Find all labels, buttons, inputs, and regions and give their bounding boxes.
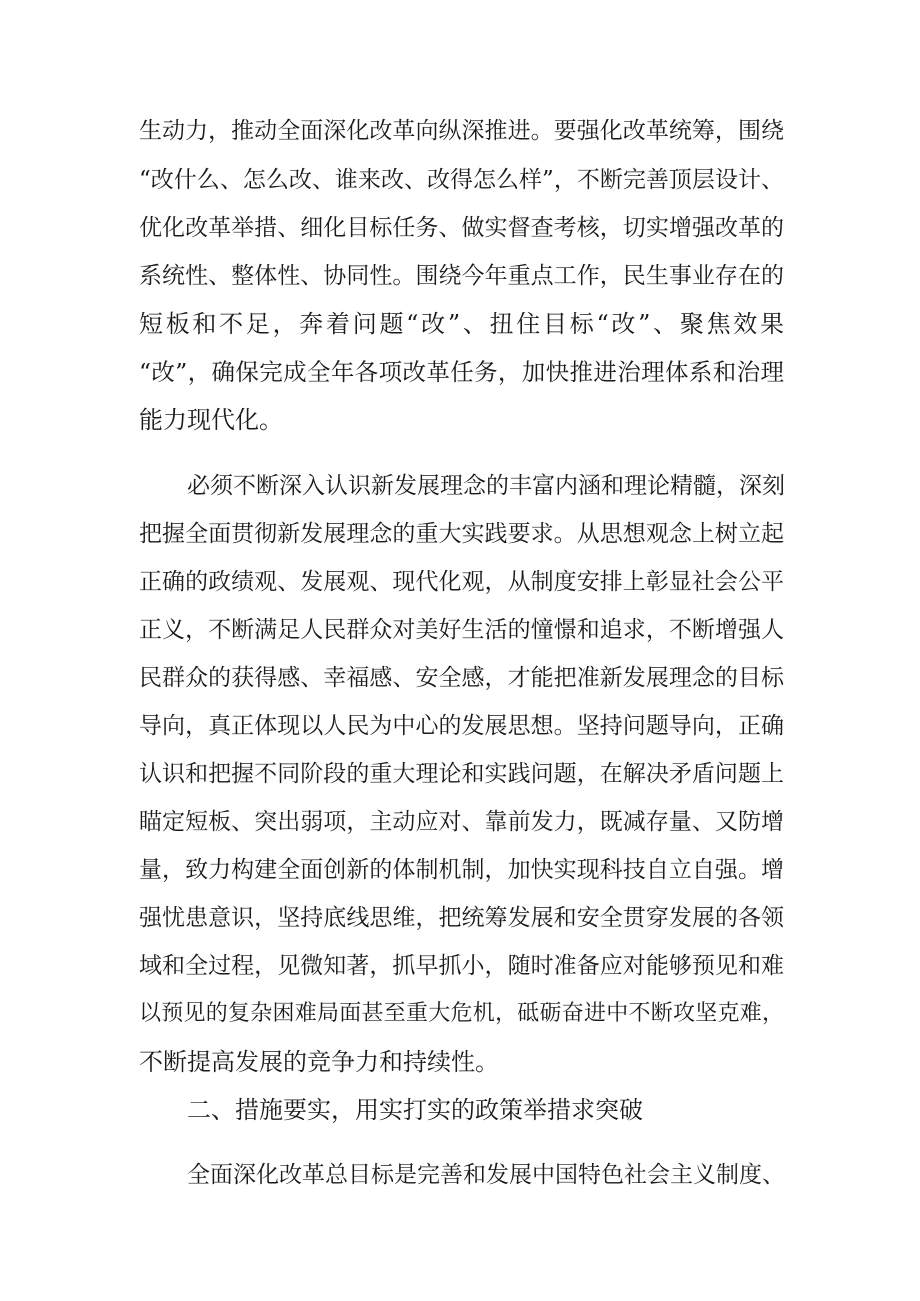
text-line: 域和全过程，见微知著，抓早抓小，随时准备应对能够预见和难 <box>139 953 784 979</box>
text-line: 不断提高发展的竞争力和持续性。 <box>139 1048 499 1076</box>
text-line: 必须不断深入认识新发展理念的丰富内涵和理论精髓，深刻 <box>187 473 785 499</box>
text-line: 全面深化改革总目标是完善和发展中国特色社会主义制度、 <box>187 1162 785 1188</box>
text-line: 强忧患意识，坚持底线思维，把统筹发展和安全贯穿发展的各领 <box>139 905 784 931</box>
text-line: “改什么、怎么改、谁来改、改得怎么样”，不断完善顶层设计、 <box>139 167 784 193</box>
text-line: 生动力，推动全面深化改革向纵深推进。要强化改革统筹，围绕 <box>139 118 784 144</box>
text-line: 导向，真正体现以人民为中心的发展思想。坚持问题导向，正确 <box>139 713 784 739</box>
text-line: 瞄定短板、突出弱项，主动应对、靠前发力，既减存量、又防增 <box>139 809 784 835</box>
text-line: 优化改革举措、细化目标任务、做实督查考核，切实增强改革的 <box>139 215 784 241</box>
text-line: 民群众的获得感、幸福感、安全感，才能把准新发展理念的目标 <box>139 665 784 691</box>
text-line: 系统性、整体性、协同性。围绕今年重点工作，民生事业存在的 <box>139 263 784 289</box>
text-line: 短板和不足，奔着问题“改”、扭住目标“改”、聚焦效果 <box>139 310 784 338</box>
text-line: 正义，不断满足人民群众对美好生活的憧憬和追求，不断增强人 <box>139 617 784 643</box>
text-line: 正确的政绩观、发展观、现代化观，从制度安排上彰显社会公平 <box>139 569 784 595</box>
text-line: 以预见的复杂困难局面甚至重大危机，砥砺奋进中不断攻坚克难， <box>139 1001 784 1026</box>
text-line: “改”，确保完成全年各项改革任务，加快推进治理体系和治理 <box>139 358 784 386</box>
heading-text: 二、措施要实，用实打实的政策举措求突破 <box>187 1096 643 1124</box>
text-line: 把握全面贯彻新发展理念的重大实践要求。从思想观念上树立起 <box>139 521 784 547</box>
text-line: 认识和把握不同阶段的重大理论和实践问题，在解决矛盾问题上 <box>139 761 784 787</box>
text-line: 量，致力构建全面创新的体制机制，加快实现科技自立自强。增 <box>139 857 784 883</box>
text-line: 能力现代化。 <box>139 406 283 434</box>
